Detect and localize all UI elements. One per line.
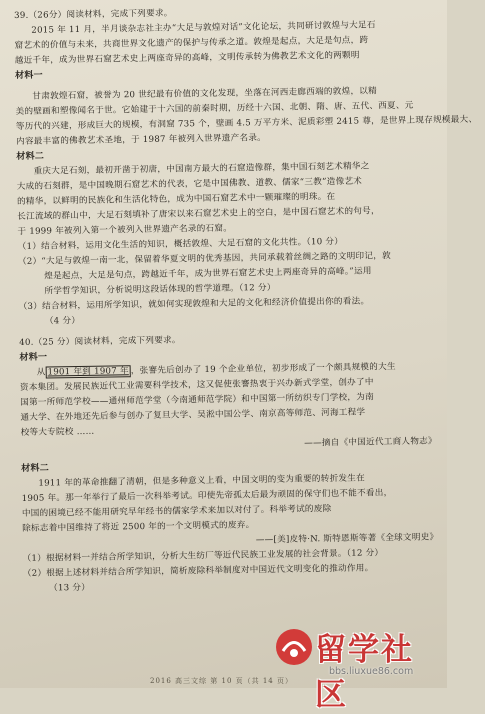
q40-material-1-line: 资本集团。发展民族近代工业需要科学技术，这又促使张謇热衷于兴办新式学堂，创办了中 — [19, 377, 374, 393]
exam-document — [14, 2, 478, 597]
watermark-url: bbs.liuxue86.com — [329, 666, 414, 677]
q39-question-3: （3）结合材料，运用所学知识，就如何实现敦煌和大足的文化和经济价值提出你的看法。 — [18, 296, 370, 312]
q39-material-1-line: 甘肃敦煌石窟，被誉为 20 世纪最有价值的文化发现，坐落在河西走廊西端的敦煌，以精 — [32, 86, 378, 102]
q39-header: 39.（26分）阅读材料，完成下列要求。 — [14, 8, 173, 21]
q39-question-1: （1）结合材料，运用文化生活的知识，概括敦煌、大足石窟的文化共性。（10 分） — [17, 236, 344, 252]
q40-material-1-line: 校等大专院校 …… — [20, 426, 95, 438]
q40-material-2-line: 1905 年。那一年举行了最后一次科举考试。印使先帝孤太后最为顽固的保守们也不能不看出， — [21, 488, 393, 504]
q39-intro-line: 越近千年，成为世界石窟艺术史上两座奇异的高峰，文明传承转为佛教艺术文化的两颗明 — [14, 50, 360, 66]
q39-question-2-cont: 所学哲学知识，分析说明这段话体现的哲学道理。（12 分） — [44, 282, 276, 297]
q40-material-2-line: 除标志着中国维持了将近 2500 年的一个文明模式的废弃。 — [22, 520, 255, 534]
q40-header: 40.（25 分）阅读材料，完成下列要求。 — [19, 335, 181, 348]
q40-text: 从 — [36, 367, 46, 378]
q40-text: ，张謇先后创办了 19 个企业单位，初步形成了一个颇具规模的大生 — [130, 362, 396, 377]
q40-material-2-line: 1911 年的革命推翻了清朝，但是多种意义上看，中国文明的变为重要的转折发生在 — [38, 473, 366, 489]
highlighted-years: 1901 年到 1907 年 — [45, 365, 130, 378]
q39-intro-line: 2015 年 11 月，半月谈杂志社主办“大足与敦煌对话”文化论坛，共同研讨敦煌与大足石 — [31, 20, 376, 36]
q39-material-2-line: 的精华，以鲜明的民族化和生活化特色，成为中国石窟艺术中一颗璀璨的明珠。在 — [16, 191, 336, 207]
q39-material-1-title: 材料一 — [14, 70, 43, 81]
page-footer: 2016 高三文综 第 10 页（共 14 页） — [150, 677, 293, 685]
q39-intro-line: 窟艺术的价值与未来，共商世界文化遗产的保护与传承之道。敦煌是起点，大足是句点，跨 — [14, 35, 369, 51]
q39-question-3-points: （4 分） — [44, 316, 81, 327]
q40-material-2-source: ——[美]皮特·N. 斯特恩斯等著《全球文明史》 — [255, 532, 439, 546]
q40-material-2-title: 材料二 — [21, 463, 50, 474]
q39-material-2-line: 长江流域的群山中，大足石刻填补了唐宋以来石窟艺术史上的空白，是中国石窟艺术的句号， — [17, 206, 380, 222]
q40-question-2-points: （13 分） — [49, 582, 91, 594]
q39-material-2-line: 大成的石刻群，是中国晚期石窟艺术的代表，它是中国佛教、道教、儒家“三教”造像艺术 — [16, 176, 363, 192]
q39-material-1-line: 内容最丰富的佛教艺术圣地，于 1987 年被列入世界遗产名录。 — [16, 133, 267, 147]
q39-material-1-line: 等历代的兴建，形成巨大的规模，有洞窟 735 个，壁画 4.5 万平方米、泥质彩塑 2415 尊，是世界上现存规模最大、 — [15, 114, 478, 132]
q40-material-1-line: 国第一所师范学校——通州师范学堂（今南通师范学院）和中国第一所纺织专门学校，为南 — [20, 392, 374, 408]
q39-material-2-line: 重庆大足石刻，最初开凿于初唐，中国南方最大的石窟造像群，集中国石刻艺术精华之 — [33, 161, 370, 177]
q39-material-1-line: 美的壁画和塑像闻名于世。它始建于十六国的前秦时期，历经十六国、北朝、隋、唐、五代、西夏、元 — [15, 100, 414, 117]
watermark-brand: 留学社区 — [315, 632, 414, 713]
watermark — [271, 622, 443, 713]
q40-question-1: （1）根据材料一并结合所学知识，分析大生纺厂等近代民族工业发展的社会背景。（12 分） — [22, 548, 384, 564]
q39-material-2-title: 材料二 — [16, 151, 45, 162]
q39-question-2: （2）“大足与敦煌一南一北，保留着华夏文明的优秀基因，共同承载着丝绸之路的文明印记，敦 — [17, 251, 391, 267]
q40-material-1-title: 材料一 — [19, 352, 48, 363]
q40-question-2: （2）根据上述材料并结合所学知识，简析废除科举制度对中国近代文明变化的推动作用。 — [22, 563, 374, 579]
q40-material-1-line: 通大学、在外地还先后参与创办了复旦大学、吴淞中国公学、南京高等师范、河海工程学 — [20, 407, 366, 423]
q39-material-2-line: 于 1999 年被列入第一个被列入世界遗产名录的石窟。 — [17, 223, 233, 237]
q40-material-2-line: 中国的困境已经不能用研究早年经书的儒家学术来加以对付了。科举考试的废除 — [21, 504, 332, 519]
q40-material-1-source: ——摘自《中国近代工商人物志》 — [304, 436, 437, 449]
q39-question-2-cont: 煌是起点，大足是句点，跨越近千年，成为世界石窟艺术史上两座奇异的高峰。”运用 — [44, 266, 372, 282]
liuxue-logo-icon — [273, 626, 315, 668]
